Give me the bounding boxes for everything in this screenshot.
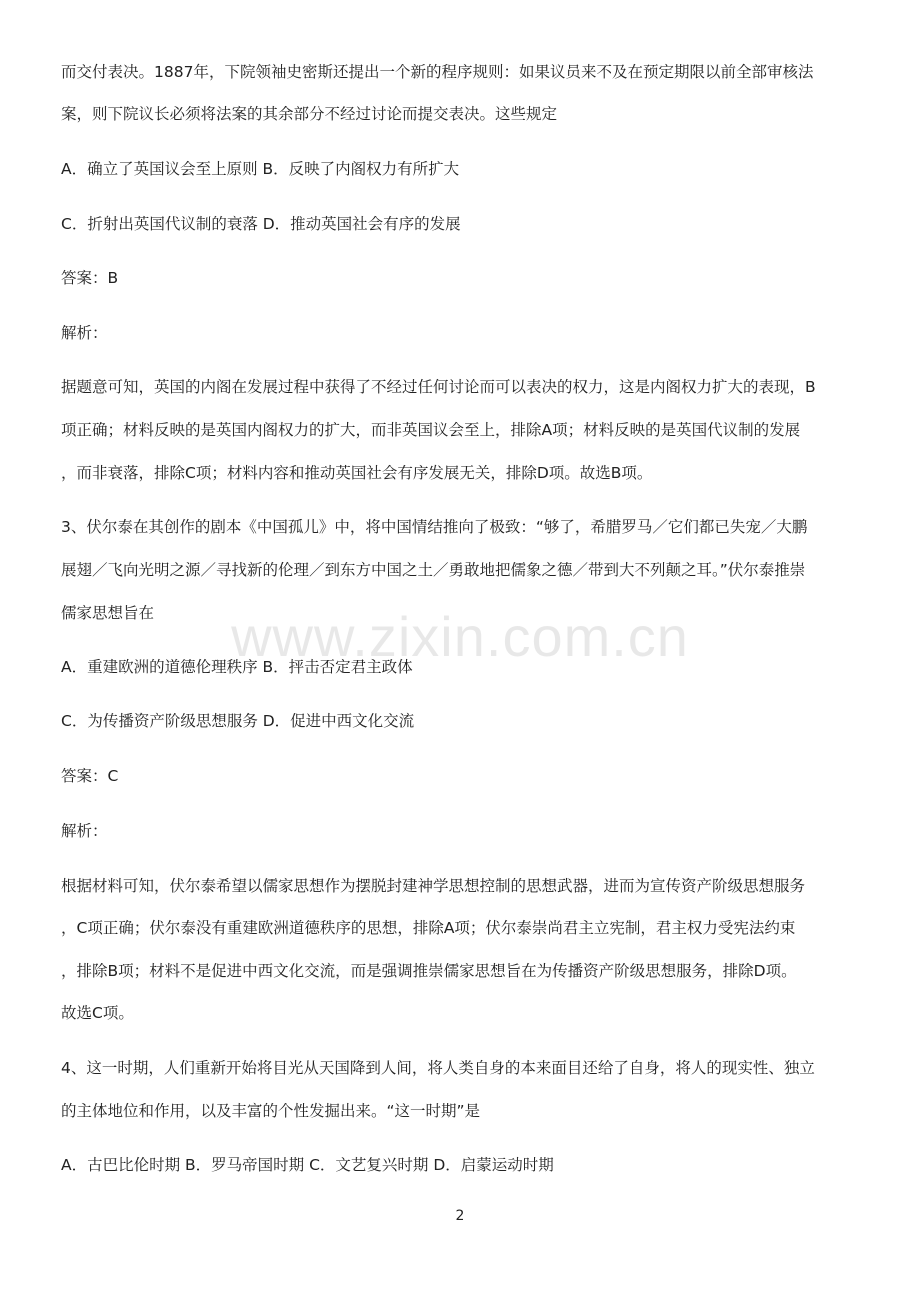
text-line: 儒家思想旨在 bbox=[61, 604, 155, 622]
option-line: A．重建欧洲的道德伦理秩序 B．抨击否定君主政体 bbox=[61, 658, 413, 676]
text-line: 根据材料可知，伏尔泰希望以儒家思想作为摆脱封建神学思想控制的思想武器，进而为宣传资产阶级思想服务 bbox=[61, 877, 806, 895]
text-line: 而交付表决。1887年，下院领袖史密斯还提出一个新的程序规则：如果议员来不及在预定期限以前全部审核法 bbox=[61, 63, 814, 81]
answer-line: 答案：B bbox=[61, 269, 119, 287]
watermark: www.zixin.com.cn bbox=[231, 605, 689, 668]
question-line: 4、这一时期，人们重新开始将目光从天国降到人间，将人类自身的本来面目还给了自身，将人的现实性、独立 bbox=[61, 1059, 815, 1077]
text-line: 案，则下院议长必须将法案的其余部分不经过讨论而提交表决。这些规定 bbox=[61, 105, 558, 123]
text-line: ，C项正确；伏尔泰没有重建欧洲道德秩序的思想，排除A项；伏尔泰崇尚君主立宪制，君主权力受宪法约束 bbox=[61, 919, 796, 937]
option-line: C．为传播资产阶级思想服务 D．促进中西文化交流 bbox=[61, 712, 415, 730]
analysis-label: 解析： bbox=[61, 324, 108, 342]
analysis-label: 解析： bbox=[61, 822, 108, 840]
text-line: 的主体地位和作用，以及丰富的个性发掘出来。“这一时期”是 bbox=[61, 1102, 481, 1120]
option-line: A．确立了英国议会至上原则 B．反映了内阁权力有所扩大 bbox=[61, 160, 460, 178]
option-line: A．古巴比伦时期 B．罗马帝国时期 C．文艺复兴时期 D．启蒙运动时期 bbox=[61, 1156, 554, 1174]
question-line: 3、伏尔泰在其创作的剧本《中国孤儿》中，将中国情结推向了极致：“够了，希腊罗马／它们都已失宠／大鹏 bbox=[61, 518, 808, 536]
text-line: ，排除B项；材料不是促进中西文化交流，而是强调推崇儒家思想旨在为传播资产阶级思想服务，排除D项。 bbox=[61, 962, 797, 980]
text-line: ，而非衰落，排除C项；材料内容和推动英国社会有序发展无关，排除D项。故选B项。 bbox=[61, 464, 653, 482]
option-line: C．折射出英国代议制的衰落 D．推动英国社会有序的发展 bbox=[61, 215, 461, 233]
text-line: 据题意可知，英国的内阁在发展过程中获得了不经过任何讨论而可以表决的权力，这是内阁权力扩大的表现，B bbox=[61, 378, 816, 396]
text-line: 展翅／飞向光明之源／寻找新的伦理／到东方中国之土／勇敢地把儒象之德／带到大不列颠之耳。”伏尔泰推崇 bbox=[61, 561, 806, 579]
answer-line: 答案：C bbox=[61, 767, 119, 785]
page-number: 2 bbox=[455, 1208, 465, 1224]
text-line: 项正确；材料反映的是英国内阁权力的扩大，而非英国议会至上，排除A项；材料反映的是英国代议制的发展 bbox=[61, 421, 801, 439]
text-line: 故选C项。 bbox=[61, 1004, 134, 1022]
